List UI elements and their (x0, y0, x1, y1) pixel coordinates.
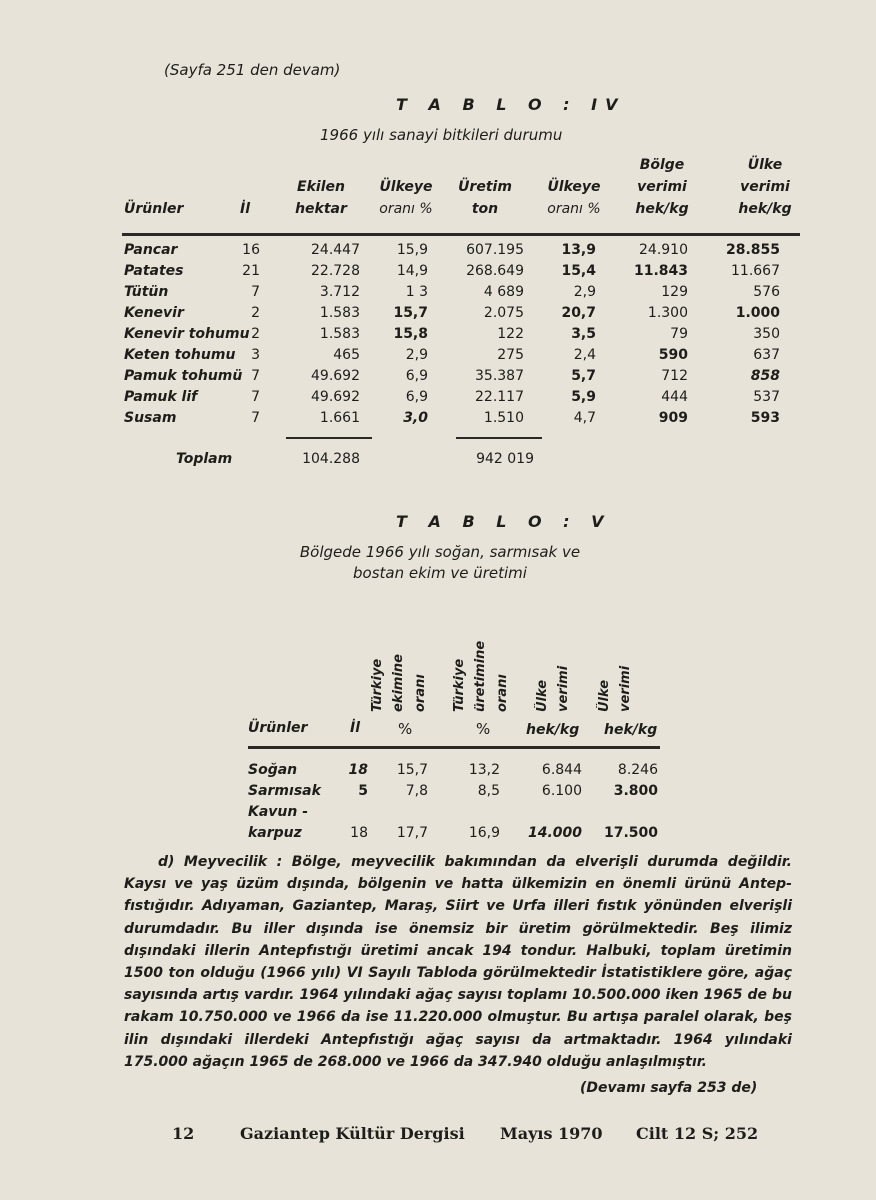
table-row: Tütün 7 3.712 1 3 4 689 2,9 129 576 (124, 284, 780, 300)
table4-body (124, 242, 800, 432)
total-rule-hektar (286, 437, 372, 439)
table-row: Pamuk tohumü 7 49.692 6,9 35.387 5,7 712 858 (124, 368, 780, 384)
table4-title: T A B L O : IV (396, 95, 626, 114)
table4-total-ton: 942 019 (476, 451, 534, 467)
table-row: Pancar 16 24.447 15,9 607.195 13,9 24.910 28.855 (124, 242, 780, 258)
footer-page-number: 12 (172, 1124, 195, 1143)
paragraph-text: d) Meyvecilik : Bölge, meyvecilik bakımından da elverişli durumda değildir. Kaysı ve yaş üzüm dışında, bölgenin ve hatta ülkemizin en önemli ürünü Antep-fıstığıdır. Adıyaman, Gaziantep, Maraş, Siirt ve Urfa illeri fıstık yönünden elverişli durumdadır. Bu iller dışında ise önemsiz bir üretim görülmektedir. Beş ilimiz dışındaki illerin Antepfıstığı üretimi ancak 194 tondur. Halbuki, toplam üretimin 1500 ton olduğu (1966 yılı) VI Sayılı Tabloda görülmektedir İstatistiklere göre, ağaç sayısında artış vardır. 1964 yılındaki ağaç sayısı toplamı 10.500.000 iken 1965 de bu rakam 10.750.000 ve 1966 da ise 11.220.000 olmuştur. Bu artışa paralel olarak, beş ilin dışındaki illerdeki Antepfıstığı ağaç sayısı da artmaktadır. 1964 yılındaki 175.000 ağaçın 1965 de 268.000 ve 1966 da 347.940 olduğu anlaşılmıştır. (124, 854, 792, 1070)
table-row: Sarmısak 5 7,8 8,5 6.100 3.800 (248, 783, 658, 799)
table4-header-rule (122, 233, 800, 236)
table-row: karpuz 18 17,7 16,9 14.000 17.500 (248, 825, 658, 841)
table-row: Kavun - (248, 804, 309, 820)
table4-subtitle: 1966 yılı sanayi bitkileri durumu (320, 126, 563, 144)
total-rule-ton (456, 437, 542, 439)
table-row: Kenevir tohumu 2 1.583 15,8 122 3,5 79 350 (124, 326, 780, 342)
table-row: Keten tohumu 3 465 2,9 275 2,4 590 637 (124, 347, 780, 363)
table-row: Pamuk lif 7 49.692 6,9 22.117 5,9 444 537 (124, 389, 780, 405)
table4-total-hektar: 104.288 (302, 451, 360, 467)
table-row: Susam 7 1.661 3,0 1.510 4,7 909 593 (124, 410, 780, 426)
table5-header-rule (248, 746, 660, 749)
table-row: Soğan 18 15,7 13,2 6.844 8.246 (248, 762, 658, 778)
footer-date: Mayıs 1970 (500, 1124, 603, 1143)
table5-subtitle-1: Bölgede 1966 yılı soğan, sarmısak ve (299, 543, 581, 561)
continuation-note: (Sayfa 251 den devam) (164, 61, 341, 79)
continued-note: (Devamı sayfa 253 de) (580, 1080, 758, 1096)
table5-body (248, 762, 660, 848)
table-row: Patates 21 22.728 14,9 268.649 15,4 11.843 11.667 (124, 263, 780, 279)
footer-volume: Cilt 12 S; 252 (636, 1124, 759, 1143)
table-row: Kenevir 2 1.583 15,7 2.075 20,7 1.300 1.000 (124, 305, 780, 321)
table5-title: T A B L O : V (396, 512, 612, 531)
footer-journal: Gaziantep Kültür Dergisi (240, 1124, 465, 1143)
table4-total-label: Toplam (176, 451, 233, 467)
meyvecilik-paragraph (124, 851, 792, 1073)
document-page: (Sayfa 251 den devam) T A B L O : IV 1966 yılı sanayi bitkileri durumu Bölge Ülke Ekilen Ülkeye Üretim Ülkeye verimi verimi Ürünler İl hektar oranı % ton oranı % hek/kg hek/kg Pancar 16 24.447 15,9 607.195 13,9 24.910 28.855 Patates 21 22.728 14,9 268.649 15,4 11.843 11.667 Tütün 7 3.712 1 3 4 689 2,9 129 576 Kenevir 2 1.583 15,7 2.075 20,7 1.300 1.000 Kenevir tohumu 2 1.583 15,8 122 3,5 79 350 Keten tohumu 3 465 2,9 275 2,4 590 637 Pamuk tohumü 7 49.692 6,9 35.387 5,7 712 858 Pamuk lif 7 49.692 6,9 22.117 5,9 444 537 Susam 7 1.661 3,0 1.510 4,7 909 593 Toplam 104.288 942 019 T A B L O : V Bölgede 1966 yılı soğan, sarmısak ve bostan ekim ve üretimi Türkiye ekimine oranı Türkiye üretimine oranı Ülke verimi Ülke verimi Ürünler İl % % hek/kg hek/kg Soğan 18 15,7 13,2 6.844 8.246 Sarmısak 5 7,8 8,5 6.100 3.800 Kavun - karpuz 18 17,7 16,9 14.000 17.500 d) Meyvecilik : Bölge, meyvecilik bakımından da elverişli durumda değildir. Kaysı ve yaş üzüm dışında, bölgenin ve hatta ülkemizin en önemli ürünü Antep-fıstığıdır. Adıyaman, Gaziantep, Maraş, Siirt ve Urfa illeri fıstık yönünden elverişli durumdadır. Bu iller dışında ise önemsiz bir üretim görülmektedir. Beş ilimiz dışındaki illerin Antepfıstığı üretimi ancak 194 tondur. Halbuki, toplam üretimin 1500 ton olduğu (1966 yılı) VI Sayılı Tabloda görülmektedir İstatistiklere göre, ağaç sayısında artış vardır. 1964 yılındaki ağaç sayısı toplamı 10.500.000 iken 1965 de bu rakam 10.750.000 ve 1966 da ise 11.220.000 olmuştur. Bu artışa paralel olarak, beş ilin dışındaki illerdeki Antepfıstığı ağaç sayısı da artmaktadır. 1964 yılındaki 175.000 ağaçın 1965 de 268.000 ve 1966 da 347.940 olduğu anlaşılmıştır. (Devamı sayfa 253 de) 12 Gaziantep Kültür Dergisi Mayıs 1970 Cilt 12 S; 252 (0, 0, 876, 1200)
table5-subtitle-2: bostan ekim ve üretimi (353, 564, 527, 582)
